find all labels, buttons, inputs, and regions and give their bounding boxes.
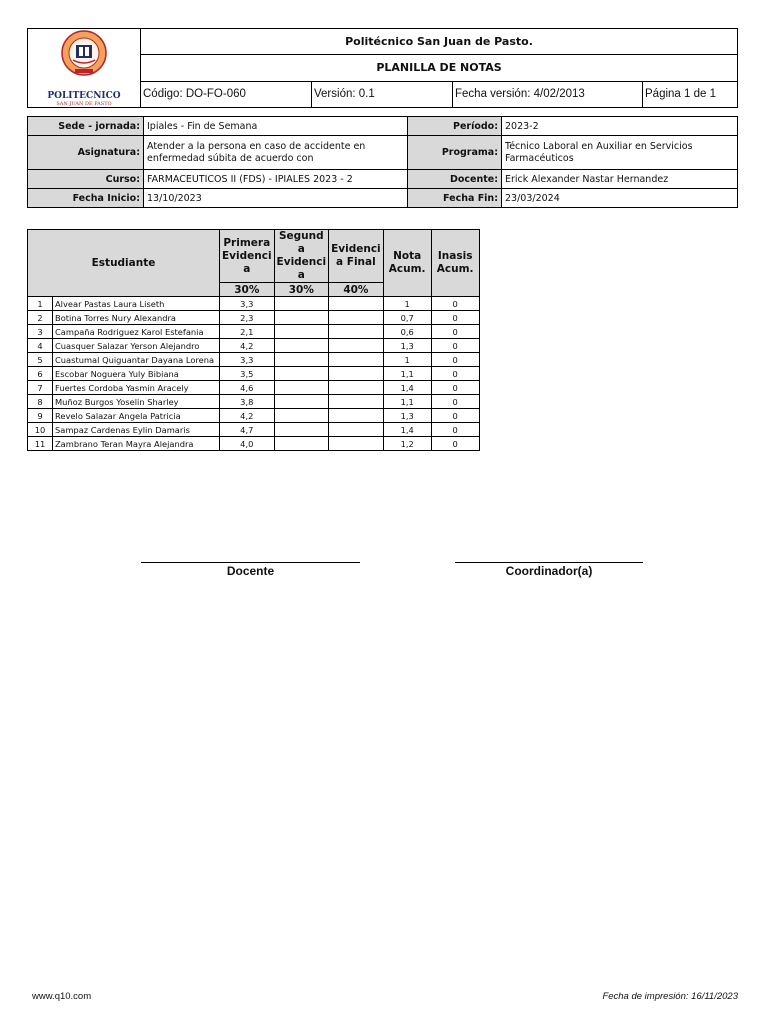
table-row <box>28 297 480 311</box>
nota-acum-value: 1,2 <box>383 437 431 451</box>
politecnico-logo <box>49 29 119 89</box>
evidencia-final-value <box>329 325 384 339</box>
logo-text-sub: SAN JUAN DE PASTO <box>56 101 112 107</box>
student-name: Revelo Salazar Angela Patricia <box>53 409 220 423</box>
docente-signature-label: Docente <box>226 564 275 578</box>
inasis-acum-value: 0 <box>431 353 479 367</box>
student-name: Fuertes Cordoba Yasmin Aracely <box>53 381 220 395</box>
footer-website: www.q10.com <box>32 991 92 1002</box>
logo-text-main: POLITECNICO <box>47 91 121 101</box>
fecha-inicio-value: 13/10/2023 <box>144 189 408 208</box>
nota-acum-value: 1 <box>383 353 431 367</box>
primera-evidencia-value: 4,6 <box>220 381 275 395</box>
course-info <box>27 116 738 208</box>
header-inasis-acum: Inasis Acum. <box>431 230 479 297</box>
primera-evidencia-value: 2,3 <box>220 311 275 325</box>
table-row <box>28 325 480 339</box>
asignatura-value: Atender a la persona en caso de accidente en enfermedad súbita de acuerdo con <box>144 136 408 170</box>
row-number: 4 <box>28 339 53 353</box>
inasis-acum-value: 0 <box>431 437 479 451</box>
nota-acum-value: 1,4 <box>383 381 431 395</box>
segunda-evidencia-value <box>274 353 329 367</box>
table-row <box>28 437 480 451</box>
row-number: 7 <box>28 381 53 395</box>
periodo-label: Período: <box>408 117 502 136</box>
segunda-evidencia-value <box>274 325 329 339</box>
programa-value: Técnico Laboral en Auxiliar en Servicios Farmacéuticos <box>502 136 738 170</box>
primera-evidencia-value: 3,5 <box>220 367 275 381</box>
table-row <box>28 423 480 437</box>
student-name: Cuasquer Salazar Yerson Alejandro <box>53 339 220 353</box>
primera-evidencia-value: 3,3 <box>220 353 275 367</box>
table-row <box>28 311 480 325</box>
curso-value: FARMACEUTICOS II (FDS) - IPIALES 2023 - 2 <box>144 170 408 189</box>
primera-evidencia-value: 4,7 <box>220 423 275 437</box>
segunda-evidencia-value <box>274 311 329 325</box>
student-name: Campaña Rodriguez Karol Estefania <box>53 325 220 339</box>
primera-evidencia-value: 3,3 <box>220 297 275 311</box>
segunda-evidencia-value <box>274 409 329 423</box>
evidencia-final-value <box>329 423 384 437</box>
row-number: 3 <box>28 325 53 339</box>
table-row <box>28 367 480 381</box>
document-title: PLANILLA DE NOTAS <box>141 55 738 81</box>
student-name: Zambrano Teran Mayra Alejandra <box>53 437 220 451</box>
evidencia-final-value <box>329 381 384 395</box>
docente-signature-line <box>141 562 360 563</box>
student-name: Cuastumal Quiguantar Dayana Lorena <box>53 353 220 367</box>
inasis-acum-value: 0 <box>431 311 479 325</box>
nota-acum-value: 1,3 <box>383 339 431 353</box>
coordinador-signature-line <box>455 562 643 563</box>
coordinador-signature-label: Coordinador(a) <box>505 564 593 578</box>
segunda-evidencia-value <box>274 367 329 381</box>
inasis-acum-value: 0 <box>431 325 479 339</box>
inasis-acum-value: 0 <box>431 395 479 409</box>
row-number: 8 <box>28 395 53 409</box>
row-number: 2 <box>28 311 53 325</box>
programa-label: Programa: <box>408 136 502 170</box>
student-name: Botina Torres Nury Alexandra <box>53 311 220 325</box>
table-row <box>28 381 480 395</box>
inasis-acum-value: 0 <box>431 381 479 395</box>
nota-acum-value: 0,6 <box>383 325 431 339</box>
header-estudiante: Estudiante <box>28 230 220 297</box>
segunda-evidencia-value <box>274 297 329 311</box>
row-number: 1 <box>28 297 53 311</box>
row-number: 5 <box>28 353 53 367</box>
table-row <box>28 339 480 353</box>
primera-evidencia-value: 4,0 <box>220 437 275 451</box>
evidencia-final-value <box>329 339 384 353</box>
document-header <box>27 28 738 108</box>
primera-evidencia-value: 4,2 <box>220 409 275 423</box>
primera-evidencia-value: 2,1 <box>220 325 275 339</box>
fecha-fin-value: 23/03/2024 <box>502 189 738 208</box>
fecha-fin-label: Fecha Fin: <box>408 189 502 208</box>
document-version: Versión: 0.1 <box>312 81 453 107</box>
table-row <box>28 395 480 409</box>
segunda-evidencia-value <box>274 381 329 395</box>
institution-name: Politécnico San Juan de Pasto. <box>141 29 738 55</box>
student-name: Escobar Noguera Yuly Bibiana <box>53 367 220 381</box>
header-primera-evidencia: Primera Evidenci a <box>220 230 275 283</box>
nota-acum-value: 1,4 <box>383 423 431 437</box>
nota-acum-value: 1,1 <box>383 395 431 409</box>
grade-rows <box>28 297 480 451</box>
sede-label: Sede - jornada: <box>28 117 144 136</box>
student-name: Sampaz Cardenas Eylin Damaris <box>53 423 220 437</box>
header-nota-acum: Nota Acum. <box>383 230 431 297</box>
docente-label: Docente: <box>408 170 502 189</box>
segunda-evidencia-value <box>274 423 329 437</box>
evidencia-final-value <box>329 353 384 367</box>
sede-value: Ipiales - Fin de Semana <box>144 117 408 136</box>
asignatura-label: Asignatura: <box>28 136 144 170</box>
docente-value: Erick Alexander Nastar Hernandez <box>502 170 738 189</box>
periodo-value: 2023-2 <box>502 117 738 136</box>
weight-segunda: 30% <box>274 283 329 297</box>
nota-acum-value: 0,7 <box>383 311 431 325</box>
row-number: 6 <box>28 367 53 381</box>
inasis-acum-value: 0 <box>431 423 479 437</box>
page-number: Página 1 de 1 <box>643 81 738 107</box>
inasis-acum-value: 0 <box>431 339 479 353</box>
weight-primera: 30% <box>220 283 275 297</box>
weight-final: 40% <box>329 283 384 297</box>
logo-cell <box>28 29 141 108</box>
segunda-evidencia-value <box>274 395 329 409</box>
table-row <box>28 353 480 367</box>
nota-acum-value: 1,3 <box>383 409 431 423</box>
evidencia-final-value <box>329 297 384 311</box>
row-number: 10 <box>28 423 53 437</box>
evidencia-final-value <box>329 409 384 423</box>
segunda-evidencia-value <box>274 437 329 451</box>
inasis-acum-value: 0 <box>431 297 479 311</box>
evidencia-final-value <box>329 367 384 381</box>
nota-acum-value: 1 <box>383 297 431 311</box>
inasis-acum-value: 0 <box>431 409 479 423</box>
row-number: 9 <box>28 409 53 423</box>
header-evidencia-final: Evidenci a Final <box>329 230 384 283</box>
table-row <box>28 409 480 423</box>
segunda-evidencia-value <box>274 339 329 353</box>
document-code: Código: DO-FO-060 <box>141 81 312 107</box>
evidencia-final-value <box>329 437 384 451</box>
row-number: 11 <box>28 437 53 451</box>
curso-label: Curso: <box>28 170 144 189</box>
primera-evidencia-value: 3,8 <box>220 395 275 409</box>
header-segunda-evidencia: Segund a Evidenci a <box>274 230 329 283</box>
nota-acum-value: 1,1 <box>383 367 431 381</box>
footer-print-date: Fecha de impresión: 16/11/2023 <box>602 991 738 1002</box>
student-name: Alvear Pastas Laura Liseth <box>53 297 220 311</box>
grades-table <box>27 229 480 451</box>
evidencia-final-value <box>329 311 384 325</box>
fecha-inicio-label: Fecha Inicio: <box>28 189 144 208</box>
version-date: Fecha versión: 4/02/2013 <box>453 81 643 107</box>
primera-evidencia-value: 4,2 <box>220 339 275 353</box>
evidencia-final-value <box>329 395 384 409</box>
inasis-acum-value: 0 <box>431 367 479 381</box>
student-name: Muñoz Burgos Yoselin Sharley <box>53 395 220 409</box>
